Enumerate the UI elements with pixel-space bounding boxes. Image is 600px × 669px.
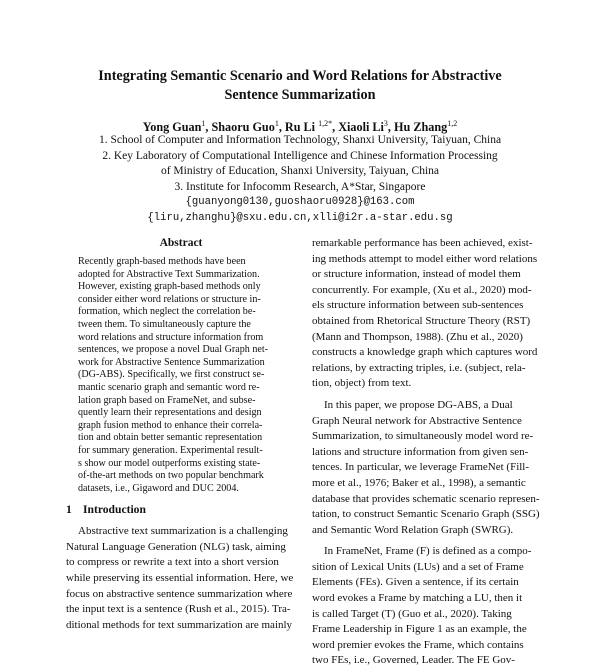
right-column <box>312 236 546 669</box>
abstract-line: graph fusion method to enhance their correla- <box>78 419 263 431</box>
body-line: word premier evokes the Frame, which contains <box>312 638 524 651</box>
body-line: word evokes a Frame by matching a LU, then it <box>312 592 523 605</box>
body-line: the input text is a sentence (Rush et al., 2015). Tra- <box>66 603 291 616</box>
author-affil-mark: 1 <box>201 119 206 128</box>
body-line: relations, by extracting triples, i.e. (subject, rela- <box>312 361 526 374</box>
body-line: tation, to construct Semantic Scenario Graph (SSG) <box>312 508 540 521</box>
affiliation-line: of Ministry of Education, Shanxi University, Taiyuan, China <box>160 165 440 177</box>
body-line: In FrameNet, Frame (F) is defined as a compo- <box>324 545 532 558</box>
section-number: 1 <box>66 503 72 517</box>
abstract-line: tion and obtain better semantic representation <box>78 432 263 444</box>
body-line: Elements (FEs). Given a sentence, if its certain <box>312 576 519 589</box>
abstract-line: datasets, i.e., Gigaword and DUC 2004. <box>78 482 239 494</box>
body-line: obtained from Rhetorical Structure Theory (RST) <box>312 314 531 327</box>
body-line: (Mann and Thompson, 1988). (Zhu et al., 2020) <box>312 330 523 343</box>
abstract-line: However, existing graph-based methods only <box>78 281 261 293</box>
body-line: Abstractive text summarization is a challenging <box>78 525 288 538</box>
affiliations <box>30 133 570 226</box>
body-line: sition of Lexical Units (LUs) and a set of Frame <box>312 560 524 573</box>
body-line: or structure information, instead of model them <box>312 268 521 281</box>
author-name: Ru Li <box>284 120 316 135</box>
abstract-heading: Abstract <box>159 237 203 249</box>
abstract-line: (DG-ABS). Specifically, we first construct se- <box>78 369 265 381</box>
affiliation-line: 3. Institute for Infocomm Research, A*Star, Singapore <box>174 180 426 193</box>
body-line: more et al., 1976; Baker et al., 1998), a semantic <box>312 476 526 489</box>
email-line: {liru,zhanghu}@sxu.edu.cn,xlli@i2r.a-star.edu.sg <box>147 211 453 224</box>
author-affil-mark: 1,2 <box>447 119 458 128</box>
abstract-line: of-the-art methods on two popular benchmark <box>78 470 264 482</box>
body-line: Natural Language Generation (NLG) task, aiming <box>66 540 286 553</box>
author-affil-mark: 1 <box>274 119 279 128</box>
affiliation-line: 1. School of Computer and Information Technology, Shanxi University, Taiyuan, China <box>98 134 502 146</box>
title-line-2: Sentence Summarization <box>224 87 376 103</box>
abstract-line: s show our model outperforms existing state- <box>78 457 261 469</box>
author-affil-mark: 1,2* <box>318 119 333 128</box>
abstract-line: for summary generation. Experimental result- <box>78 444 263 456</box>
email-line: {guanyong0130,guoshaoru0928}@163.com <box>185 196 415 208</box>
abstract-line: sentences, we propose a novel Dual Graph net- <box>78 344 269 356</box>
abstract-line: word relations and structure information from <box>78 331 264 343</box>
body-line: Frame Leadership in Figure 1 as an example, the <box>312 623 527 636</box>
abstract-text <box>78 256 292 495</box>
body-line: and Semantic Word Relation Graph (SWRG). <box>312 523 514 536</box>
body-line: to compress or rewrite a text into a short version <box>66 556 279 569</box>
title-line-1: Integrating Semantic Scenario and Word Relations for Abstractive <box>98 68 502 84</box>
author-name: Hu Zhang <box>394 120 448 135</box>
author-name: Xiaoli Li <box>338 120 384 135</box>
body-line: ing methods attempt to model either word relations <box>312 252 538 265</box>
body-line: tences. In particular, we leverage FrameNet (Fill- <box>312 461 530 474</box>
abstract-line: lation graph based on FrameNet, and subse- <box>78 394 256 406</box>
body-line: In this paper, we propose DG-ABS, a Dual <box>324 398 513 411</box>
body-line: ditional methods for text summarization are mainly <box>66 618 293 631</box>
body-line: tion, object) from text. <box>312 377 412 390</box>
author-name: Yong Guan <box>142 120 202 135</box>
body-line: database that provides schematic scenario represen- <box>312 492 540 505</box>
section-heading-introduction <box>66 503 296 517</box>
author-affil-mark: 3 <box>383 119 388 128</box>
body-line: els structure information between sub-sentences <box>312 299 524 312</box>
body-line: focus on abstractive sentence summarization where <box>66 587 293 600</box>
abstract-line: adopted for Abstractive Text Summarization. <box>78 268 260 280</box>
abstract-line: Recently graph-based methods have been <box>78 256 246 267</box>
body-line: while preserving its essential information. Here, we <box>66 572 294 585</box>
author-list: Yong Guan$^1$, Shaoru Guo$^1$, Ru Li $^{1,2*}$, Xiaoli Li$^3$, Hu Zhang$^{1,2}$ <box>142 119 458 135</box>
body-line: lations and structure information from given sen- <box>312 445 529 458</box>
left-column <box>66 236 296 633</box>
introduction-text <box>66 524 296 633</box>
abstract-line: quently learn their representations and design <box>78 407 262 419</box>
abstract-line: work for Abstractive Sentence Summarization <box>78 356 265 368</box>
paper-title <box>60 67 540 105</box>
abstract-line: formation, which neglect the correlation be- <box>78 306 256 318</box>
body-line: concurrently. For example, (Xu et al., 2020) mod- <box>312 283 532 296</box>
body-line: Summarization, to simultaneously model word re- <box>312 430 534 443</box>
affiliation-line: 2. Key Laboratory of Computational Intelligence and Chinese Information Processing <box>102 149 498 162</box>
body-line: constructs a knowledge graph which captures word <box>312 346 538 359</box>
body-line: is called Target (T) (Guo et al., 2020). Taking <box>312 607 512 620</box>
author-name: Shaoru Guo <box>211 120 275 135</box>
body-line: Graph Neural network for Abstractive Sentence <box>312 414 522 427</box>
abstract-line: consider either word relations or structure in- <box>78 293 261 305</box>
body-line: remarkable performance has been achieved, exist- <box>312 237 533 249</box>
body-line: two FEs, i.e., Governed, Leader. The FE Gov- <box>312 654 515 667</box>
section-title: Introduction <box>83 503 146 517</box>
abstract-line: mantic scenario graph and semantic word re- <box>78 381 260 393</box>
abstract-line: tween them. To simultaneously capture the <box>78 318 251 330</box>
